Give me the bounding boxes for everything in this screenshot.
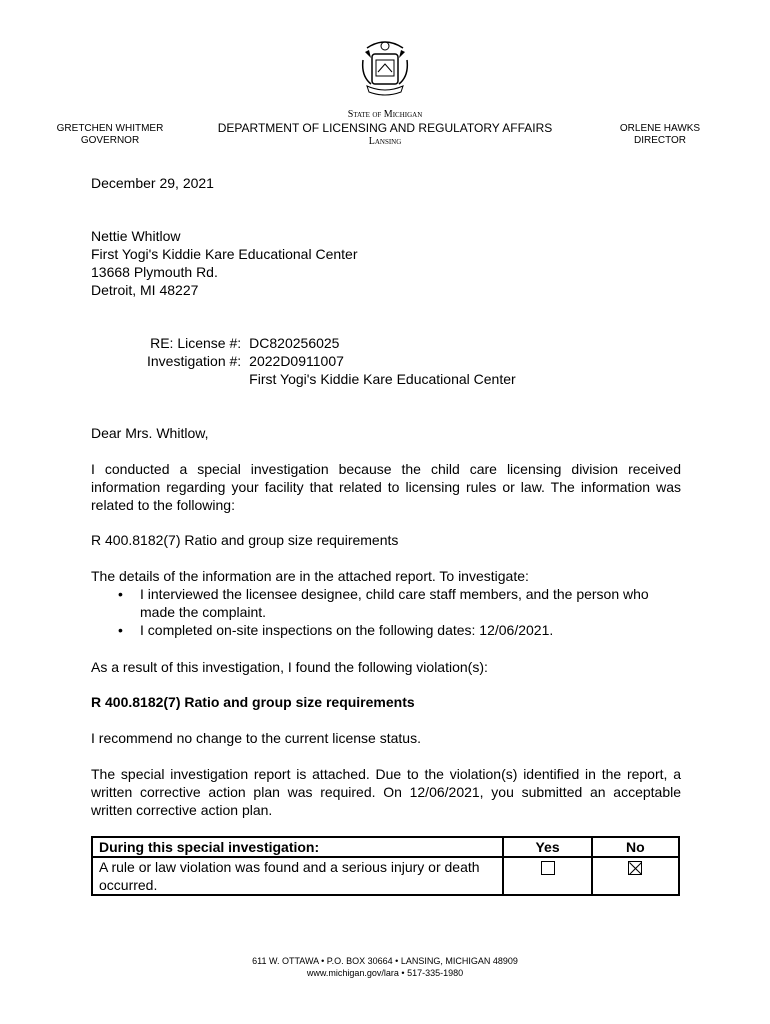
re-facility: First Yogi's Kiddie Kare Educational Center — [249, 371, 516, 387]
recipient-facility: First Yogi's Kiddie Kare Educational Center — [91, 246, 358, 262]
footer-contact: www.michigan.gov/lara • 517-335-1980 — [306, 968, 464, 978]
result-lead: As a result of this investigation, I found the following violation(s): — [91, 659, 488, 675]
table-row-question: A rule or law violation was found and a serious injury or death occurred. — [92, 857, 503, 895]
checkbox-no-checked-icon[interactable] — [628, 861, 642, 875]
recipient-street: 13668 Plymouth Rd. — [91, 264, 218, 280]
table-header-yes: Yes — [503, 837, 591, 857]
governor-title: GOVERNOR — [80, 135, 140, 146]
rule-line: R 400.8182(7) Ratio and group size requirements — [91, 532, 399, 548]
department-header — [185, 109, 585, 148]
investigation-number: 2022D0911007 — [249, 353, 344, 369]
violation-line: R 400.8182(7) Ratio and group size requirements — [91, 694, 415, 710]
recipient-name: Nettie Whitlow — [91, 228, 181, 244]
director-title: DIRECTOR — [633, 135, 687, 146]
salutation: Dear Mrs. Whitlow, — [91, 425, 209, 441]
report-note-paragraph: The special investigation report is attached. Due to the violation(s) identified in the report, a written corrective action plan was required. On 12/06/2021, you submitted an acceptable written corrective action plan. — [91, 766, 681, 818]
intro-paragraph: I conducted a special investigation because the child care licensing division received information regarding your facility that related to licensing rules or law. The information was related to the following: — [91, 461, 681, 513]
state-name: State of Michigan — [347, 109, 423, 120]
list-item: • I completed on-site inspections on the following dates: 12/06/2021. — [140, 621, 681, 639]
footer-address: 611 W. OTTAWA • P.O. BOX 30664 • LANSING, MICHIGAN 48909 — [252, 956, 518, 966]
governor-name: GRETCHEN WHITMER — [56, 123, 164, 134]
license-number: DC820256025 — [249, 335, 340, 351]
investigation-steps — [91, 585, 681, 639]
director-block — [590, 123, 730, 147]
governor-block — [40, 123, 180, 147]
table-row-no-cell — [592, 857, 679, 895]
license-label: RE: License #: — [150, 335, 242, 351]
table-row — [92, 857, 679, 895]
table-header-row — [92, 837, 679, 857]
table-header-question: During this special investigation: — [92, 837, 503, 857]
recipient-address — [91, 227, 681, 299]
table-header-no: No — [592, 837, 679, 857]
letter-date: December 29, 2021 — [91, 175, 214, 191]
michigan-seal-icon — [359, 38, 411, 96]
details-section — [91, 567, 681, 639]
city-name: Lansing — [368, 136, 402, 147]
reference-block — [147, 334, 516, 388]
recommendation-line: I recommend no change to the current license status. — [91, 730, 421, 746]
details-lead: The details of the information are in the attached report. To investigate: — [91, 568, 529, 584]
recipient-city: Detroit, MI 48227 — [91, 282, 199, 298]
checkbox-yes-icon[interactable] — [541, 861, 555, 875]
investigation-label: Investigation #: — [147, 353, 242, 369]
investigation-table — [91, 836, 680, 896]
department-name: DEPARTMENT OF LICENSING AND REGULATORY AFFAIRS — [217, 121, 553, 135]
list-item: • I interviewed the licensee designee, child care staff members, and the person who made the complaint. — [140, 585, 681, 621]
director-name: ORLENE HAWKS — [619, 123, 701, 134]
footer — [185, 955, 585, 979]
table-row-yes-cell — [503, 857, 591, 895]
